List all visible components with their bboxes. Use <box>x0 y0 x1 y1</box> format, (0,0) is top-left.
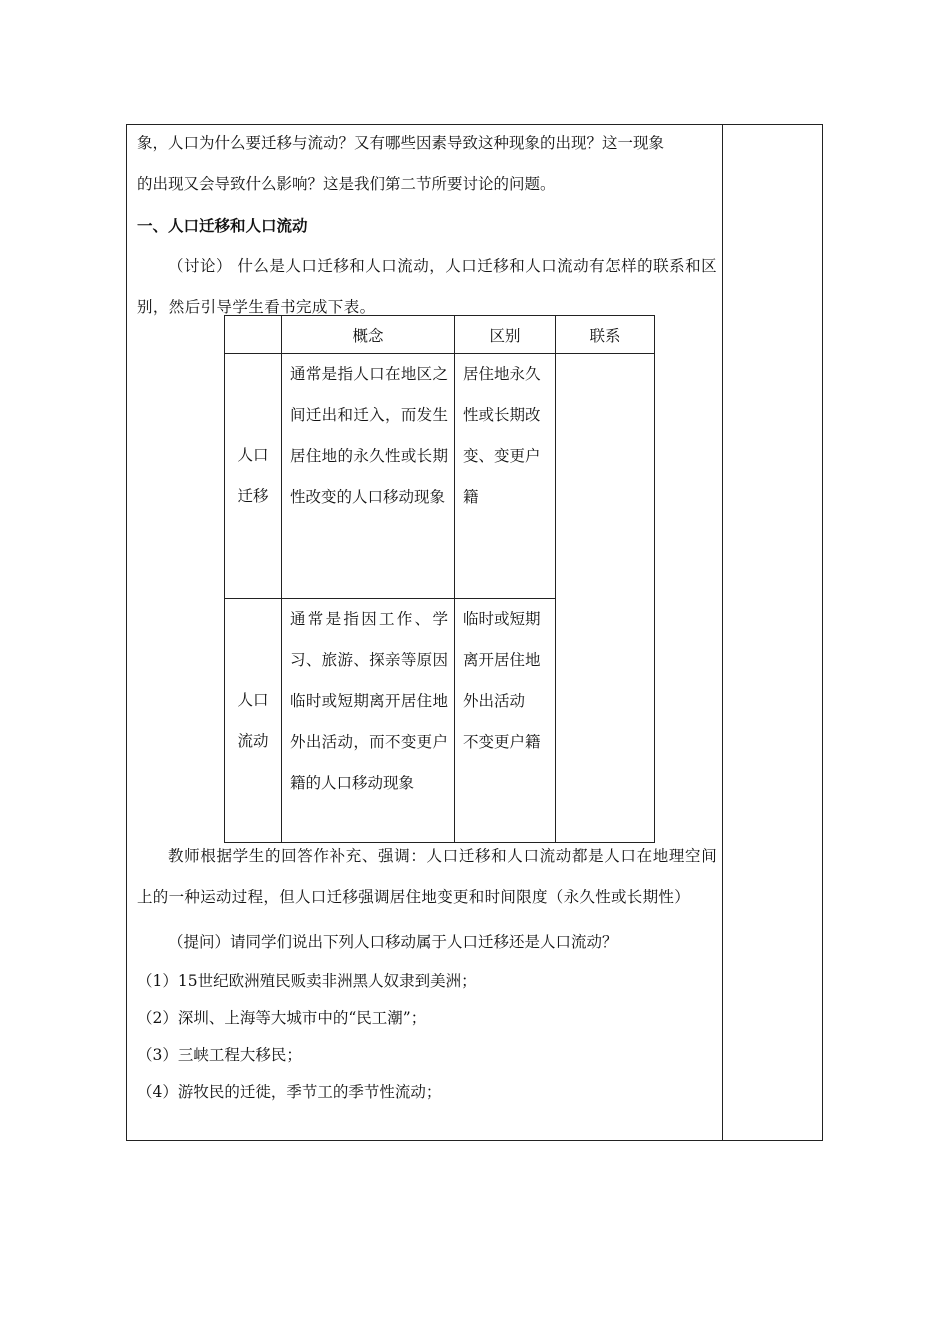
difference-text: 居住地永久性或长期改变、变更户籍 <box>463 365 541 506</box>
list-item: （1）15世纪欧洲殖民贩卖非洲黑人奴隶到美洲； <box>137 972 477 990</box>
intro-line-2: 的出现又会导致什么影响？这是我们第二节所要讨论的问题。 <box>137 175 556 193</box>
row-label-line: 迁移 <box>237 487 269 505</box>
section-heading: 一、人口迁移和人口流动 <box>137 216 308 235</box>
header-concept: 概念 <box>282 316 455 354</box>
relation-cell <box>556 354 655 843</box>
concept-cell <box>282 599 455 843</box>
concept-text: 通常是指因工作、学习、旅游、探亲等原因临时或短期离开居住地外出活动，而不变更户籍的人口移动现象 <box>290 610 448 792</box>
header-relation: 联系 <box>556 316 655 354</box>
list-item: （3）三峡工程大移民； <box>137 1046 302 1064</box>
lesson-content <box>137 124 717 328</box>
difference-text: 不变更户籍 <box>463 733 541 751</box>
row-label <box>225 354 282 599</box>
row-label-line: 人口 <box>237 690 269 709</box>
row-label-line: 流动 <box>237 731 269 750</box>
lesson-content-continued <box>137 836 717 1111</box>
difference-cell <box>455 599 556 843</box>
row-label-line: 人口 <box>237 446 269 464</box>
comparison-table <box>224 315 655 843</box>
intro-line-1: 象，人口为什么要迁移与流动？又有哪些因素导致这种现象的出现？这一现象 <box>137 134 665 152</box>
question: （提问）请同学们说出下列人口移动属于人口迁移还是人口流动？ <box>168 933 618 951</box>
discussion-paragraph: （讨论） 什么是人口迁移和人口流动，人口迁移和人口流动有怎样的联系和区别，然后引导学生看书完成下表。 <box>137 257 717 316</box>
list-item: （2）深圳、上海等大城市中的“民工潮”； <box>137 1009 427 1027</box>
teacher-note: 教师根据学生的回答作补充、强调：人口迁移和人口流动都是人口在地理空间上的一种运动过程，但人口迁移强调居住地变更和时间限度（永久性或长期性） <box>137 847 717 906</box>
difference-cell <box>455 354 556 599</box>
header-difference: 区别 <box>455 316 556 354</box>
table-header-row <box>225 316 655 354</box>
header-empty <box>225 316 282 354</box>
difference-text: 临时或短期离开居住地外出活动 <box>463 610 541 710</box>
concept-cell <box>282 354 455 599</box>
concept-text: 通常是指人口在地区之间迁出和迁入，而发生居住地的永久性或长期性改变的人口移动现象 <box>290 365 448 506</box>
row-label <box>225 599 282 843</box>
list-item: （4）游牧民的迁徙，季节工的季节性流动； <box>137 1083 442 1101</box>
table-row <box>225 354 655 599</box>
notes-column-divider <box>722 124 723 1141</box>
